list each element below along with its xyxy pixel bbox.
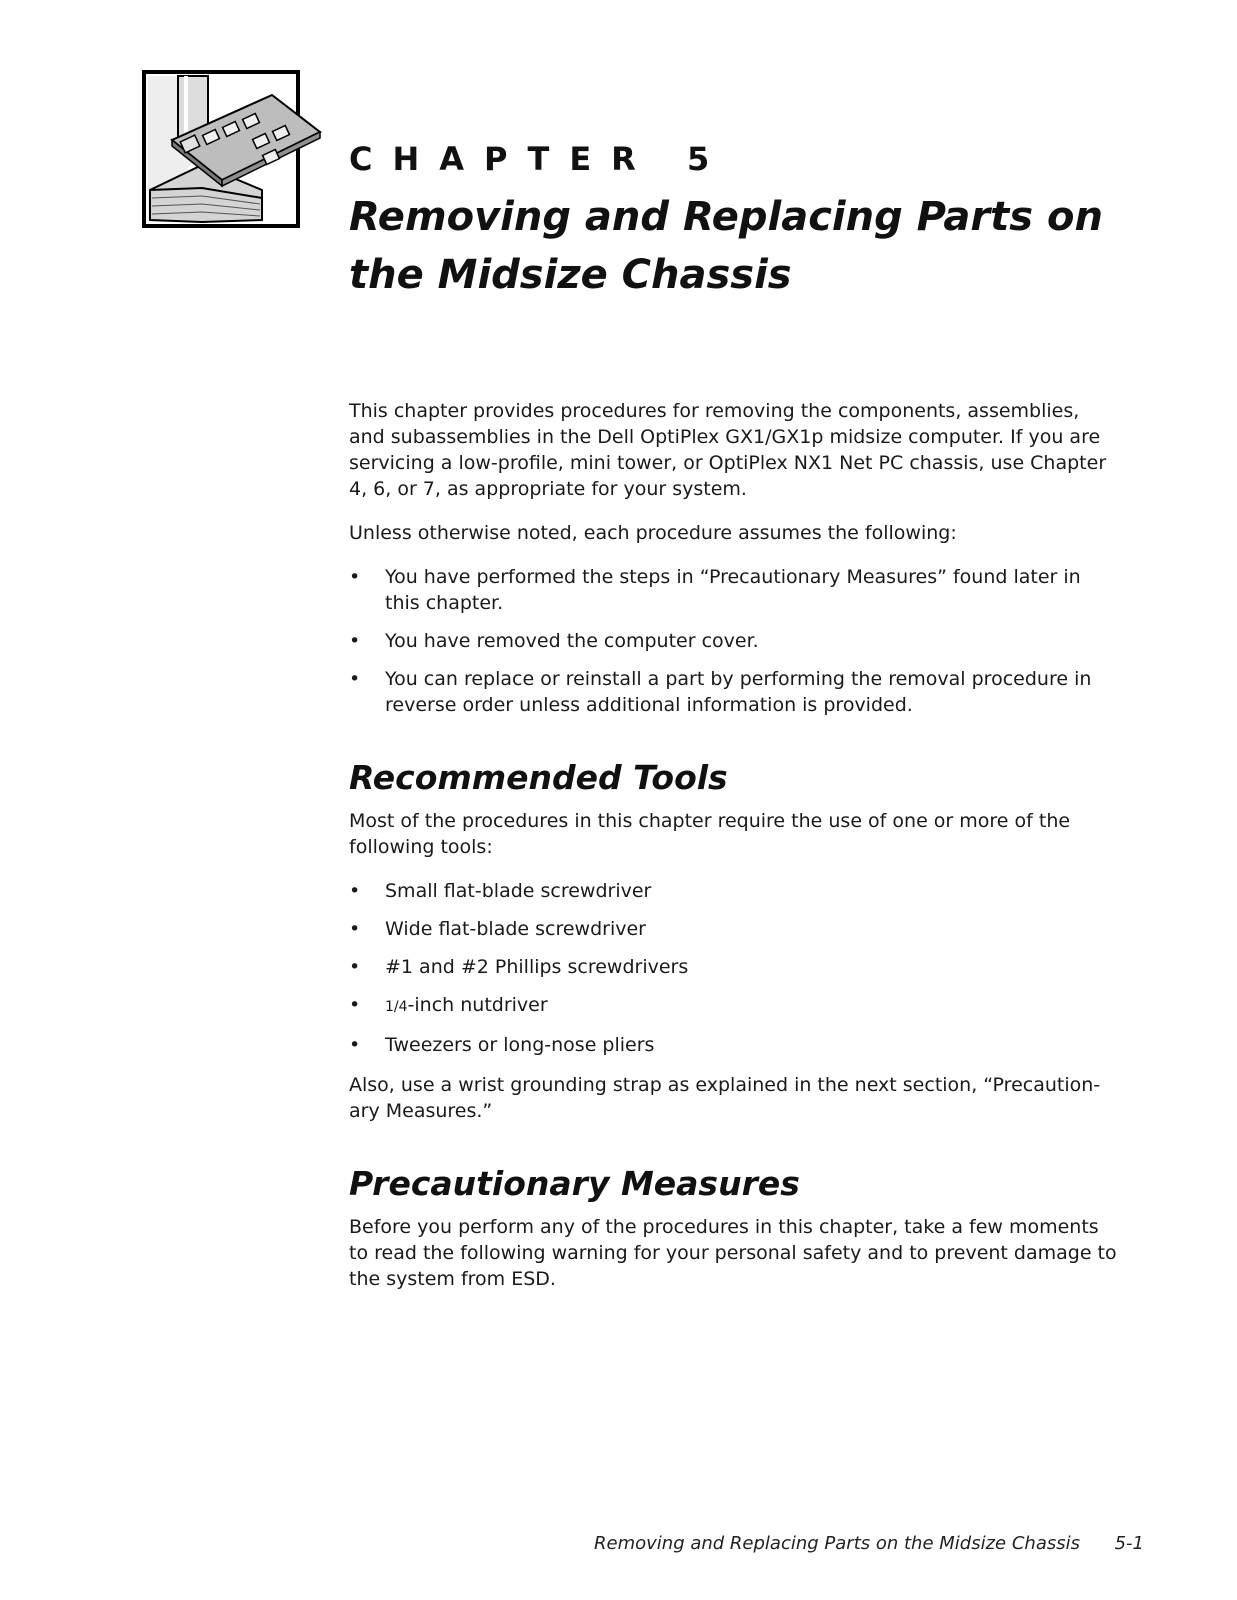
book-and-circuit-board-icon [142,70,322,230]
nutdriver-text: -inch nutdriver [407,994,548,1016]
bullet-icon: • [349,994,361,1016]
list-item-text: You have performed the steps in “Precautionary Measures” found later in this chapter. [385,566,1081,614]
list-item-text: #1 and #2 Phillips screwdrivers [385,956,689,978]
fraction: 1/4 [385,999,408,1015]
tools-intro: Most of the procedures in this chapter require the use of one or more of the following tools: [349,810,1071,858]
bullet-icon: • [349,566,361,588]
chapter-icon [142,70,322,230]
page-number: 5-1 [1114,1533,1144,1554]
page-footer [594,1533,1144,1554]
bullet-icon: • [349,668,361,690]
assumptions-list [349,564,1119,718]
bullet-icon: • [349,918,361,940]
bullet-icon: • [349,956,361,978]
tools-closing: Also, use a wrist grounding strap as explained in the next section, “Precaution-ary Measures.” [349,1074,1101,1122]
section-heading-precautions: Precautionary Measures [349,1164,800,1203]
assumptions-lead: Unless otherwise noted, each procedure assumes the following: [349,522,957,544]
section-heading-tools: Recommended Tools [349,758,728,797]
list-item-text [385,994,548,1016]
list-item [349,564,1119,616]
list-item [349,954,1119,980]
main-content [349,398,1119,1310]
list-item-text: You have removed the computer cover. [385,630,759,652]
precautions-paragraph: Before you perform any of the procedures in this chapter, take a few moments to read the following warning for your personal safety and to prevent damage to the system from ESD. [349,1216,1117,1290]
chapter-label: CHAPTER 5 [349,140,730,178]
list-item-text: Wide flat-blade screwdriver [385,918,646,940]
bullet-icon: • [349,630,361,652]
footer-title: Removing and Replacing Parts on the Midsize Chassis [594,1533,1080,1554]
list-item [349,916,1119,942]
bullet-icon: • [349,1034,361,1056]
list-item-text: Small flat-blade screwdriver [385,880,652,902]
bullet-icon: • [349,880,361,902]
list-item [349,992,1119,1020]
chapter-title: Removing and Replacing Parts on the Midsize Chassis [349,194,1103,298]
list-item [349,1032,1119,1058]
list-item [349,666,1119,718]
list-item [349,628,1119,654]
list-item-text: You can replace or reinstall a part by performing the removal procedure in reverse order unless additional information is provided. [385,668,1092,716]
tools-list [349,878,1119,1058]
list-item-text: Tweezers or long-nose pliers [385,1034,655,1056]
list-item [349,878,1119,904]
intro-paragraph: This chapter provides procedures for removing the components, assemblies, and subassemblies in the Dell OptiPlex GX1/GX1p midsize computer. If you are servicing a low-profile, mini tower, or OptiPlex NX1 Net PC chassis, use Chapter 4, 6, or 7, as appropriate for your system. [349,400,1107,500]
